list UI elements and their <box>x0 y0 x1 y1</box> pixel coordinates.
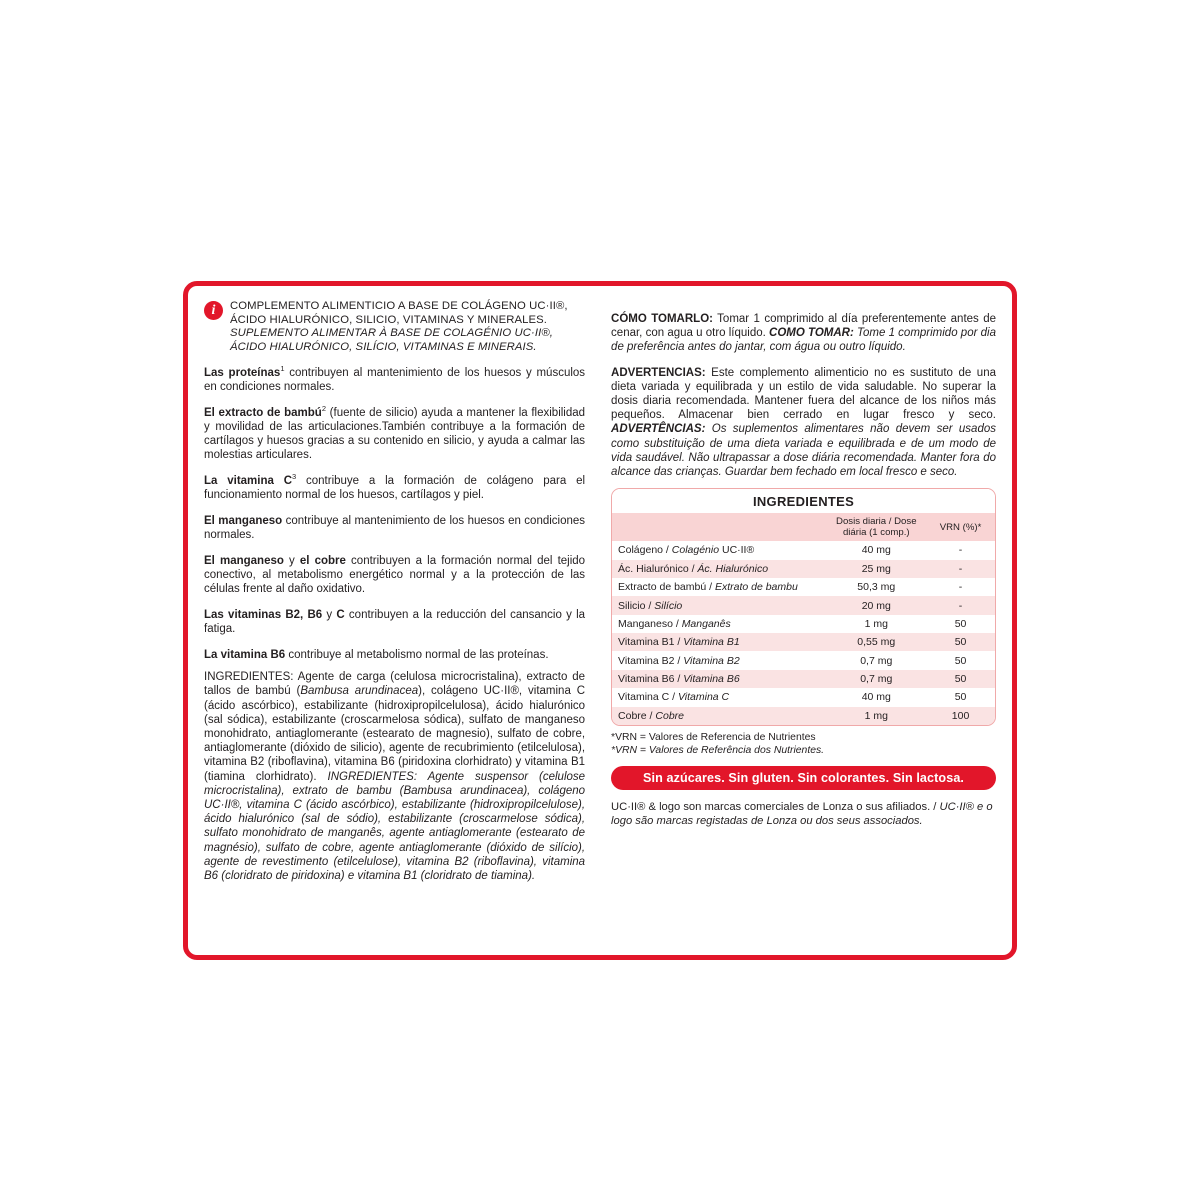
nutrition-table <box>611 488 996 726</box>
row-name: Manganeso / Manganês <box>612 615 826 633</box>
claim-item <box>204 608 585 636</box>
table-row <box>612 541 995 559</box>
row-dose: 0,7 mg <box>827 651 927 669</box>
table-row <box>612 688 995 706</box>
trademark-text-pt: UC·II® e o logo são marcas registadas de Lonza ou dos seus associados. <box>611 800 993 827</box>
row-vrn: 50 <box>926 688 995 706</box>
header-cell-dose: Dosis diaria / Dose diária (1 comp.) <box>827 513 927 541</box>
row-vrn: 50 <box>926 615 995 633</box>
how-to-take-label-es: CÓMO TOMARLO: <box>611 312 713 325</box>
row-dose: 25 mg <box>827 560 927 578</box>
claim-footnote-marker: 2 <box>321 403 326 413</box>
claim-lead: La vitamina B6 <box>204 648 286 661</box>
warnings-label-es: ADVERTENCIAS: <box>611 366 706 379</box>
claim-rest: (fuente de silicio) ayuda a mantener la flexibilidad y movilidad de las articulaciones.También contribuye a la formación de cartílagos y huesos gracias a su contenido en silicio, y ayuda a calmar las molestias articulares. <box>204 406 586 462</box>
table-row <box>612 596 995 614</box>
row-vrn: 50 <box>926 633 995 651</box>
nutrition-table-header-row <box>612 513 995 541</box>
intro-text-es: COMPLEMENTO ALIMENTICIO A BASE DE COLÁGENO UC·II®, ÁCIDO HIALURÓNICO, SILICIO, VITAMINAS Y MINERALES. <box>230 300 568 326</box>
claim-item <box>204 648 585 662</box>
row-name: Vitamina B2 / Vitamina B2 <box>612 651 826 669</box>
row-vrn: - <box>926 578 995 596</box>
warnings-text-es: Este complemento alimenticio no es sustituto de una dieta variada y equilibrada y un estilo de vida saludable. No superar la dosis diaria recomendada. Mantener fuera del alcance de los niños más pequeños. Almacenar bien cerrado en lugar fresco y seco. <box>611 366 996 422</box>
ingredients-paragraph <box>204 670 585 883</box>
vrn-footnote-pt: *VRN = Valores de Referência dos Nutrientes. <box>611 744 825 756</box>
row-name: Silicio / Silício <box>612 596 826 614</box>
row-dose: 50,3 mg <box>827 578 927 596</box>
nutrition-table-title: INGREDIENTES <box>612 489 995 513</box>
claim-rest: y C contribuyen a la reducción del cansancio y la fatiga. <box>204 609 586 636</box>
info-icon: i <box>204 301 223 320</box>
claim-item <box>204 554 585 597</box>
how-to-take-label-pt: COMO TOMAR: <box>765 326 854 339</box>
right-column <box>609 300 996 945</box>
how-to-take-text-es: Tomar 1 comprimido al día preferentemente antes de cenar, con agua u otro líquido. <box>611 312 996 339</box>
intro-block <box>204 300 585 354</box>
row-vrn: 100 <box>926 707 995 725</box>
claim-rest: contribuye a la formación de colágeno para el funcionamiento normal de los huesos, cartílagos y piel. <box>204 475 586 502</box>
header-cell-vrn: VRN (%)* <box>926 513 995 541</box>
row-name: Ác. Hialurónico / Ác. Hialurónico <box>612 560 826 578</box>
claim-rest: contribuye al metabolismo normal de las proteínas. <box>285 648 549 661</box>
ingredients-text-pt: Agente suspensor (celulose microcristalina), extrato de bambu (Bambusa arundinacea), colágeno UC·II®, vitamina C (ácido ascórbico), estabilizante (hidroxipropilcelulose), ácido hialurónico (sal de sódio), estabilizante (croscarmelose sódica), sulfato monohidrato de manganês, agente antiaglomerante (estearato de magnésio), sulfato de cobre, agente antiaglomerante (dióxido de silício), agente de revestimento (etilcelulose), vitamina B2 (riboflavina), vitamina B6 (cloridrato de piridoxina) e vitamina B1 (cloridrato de tiamina). <box>204 770 586 882</box>
claim-lead: El extracto de bambú <box>204 406 322 419</box>
row-vrn: 50 <box>926 651 995 669</box>
row-name: Extracto de bambú / Extrato de bambu <box>612 578 826 596</box>
trademark-notice <box>611 801 996 828</box>
row-name: Vitamina B6 / Vitamina B6 <box>612 670 826 688</box>
claim-item <box>204 474 585 502</box>
table-row <box>612 651 995 669</box>
claim-lead: La vitamina C <box>204 475 293 488</box>
table-row <box>612 615 995 633</box>
trademark-text-es: UC·II® & logo son marcas comerciales de Lonza o sus afiliados. / <box>611 800 940 813</box>
ingredients-text-es: Agente de carga (celulosa microcristalina), extracto de tallos de bambú (Bambusa arundinacea), colágeno UC·II®, vitamina C (ácido ascórbico), estabilizante (hidroxipropilcelulosa), ácido hialurónico (sal sódica), estabilizante (croscarmelosa sódica), sulfato de manganeso monohidrato, antiaglomerante (estearato de magnesio), sulfato de cobre, antiaglomerante (dióxido de silicio), agente de recubrimiento (etilcelulosa), vitamina B2 (riboflavina), vitamina B6 (piridoxina clorhidrato) y vitamina B1 (tiamina clorhidrato). <box>204 671 586 783</box>
table-row <box>612 670 995 688</box>
row-name: Vitamina C / Vitamina C <box>612 688 826 706</box>
how-to-take-text-pt: Tome 1 comprimido por dia de preferência antes do jantar, com água ou outro líquido. <box>611 326 996 353</box>
row-vrn: - <box>926 560 995 578</box>
row-name: Cobre / Cobre <box>612 707 826 725</box>
intro-text <box>230 300 585 354</box>
table-row <box>612 633 995 651</box>
row-dose: 0,7 mg <box>827 670 927 688</box>
claim-rest: contribuye al mantenimiento de los huesos en condiciones normales. <box>204 515 586 542</box>
claim-footnote-marker: 3 <box>292 472 297 482</box>
row-vrn: - <box>926 596 995 614</box>
claim-item <box>204 366 585 394</box>
table-row <box>612 578 995 596</box>
ingredients-label-pt: INGREDIENTES: <box>316 770 418 783</box>
row-dose: 1 mg <box>827 707 927 725</box>
row-dose: 20 mg <box>827 596 927 614</box>
header-cell-name <box>612 513 826 541</box>
row-name: Vitamina B1 / Vitamina B1 <box>612 633 826 651</box>
claim-footnote-marker: 1 <box>280 364 285 374</box>
claim-item <box>204 514 585 542</box>
row-dose: 0,55 mg <box>827 633 927 651</box>
table-row <box>612 707 995 725</box>
warnings-block <box>611 366 996 480</box>
row-vrn: - <box>926 541 995 559</box>
claim-rest: contribuyen al mantenimiento de los huesos y músculos en condiciones normales. <box>204 366 586 394</box>
claim-lead: Las proteínas <box>204 366 281 379</box>
warnings-text-pt: Os suplementos alimentares não devem ser usados como substituição de uma dieta variada e equilibrada e de um modo de vida saudável. Não ultrapassar a dose diária recomendada. Manter fora do alcance das crianças. Guardar bem fechado em local fresco e seco. <box>611 423 996 479</box>
ingredients-label-es: INGREDIENTES: <box>204 671 294 684</box>
claim-lead: El manganeso <box>204 515 283 527</box>
row-dose: 40 mg <box>827 688 927 706</box>
row-vrn: 50 <box>926 670 995 688</box>
claim-lead: El manganeso <box>204 554 284 567</box>
vrn-footnote-es: *VRN = Valores de Referencia de Nutrientes <box>611 731 816 743</box>
left-column <box>204 300 591 945</box>
vrn-footnote <box>611 731 996 757</box>
free-from-banner: Sin azúcares. Sin gluten. Sin colorantes. Sin lactosa. <box>611 766 996 790</box>
table-row <box>612 560 995 578</box>
health-claims-list <box>204 366 585 662</box>
how-to-take-block <box>611 312 996 355</box>
intro-text-pt: SUPLEMENTO ALIMENTAR À BASE DE COLAGÉNIO UC·II®, ÁCIDO HIALURÓNICO, SILÍCIO, VITAMINAS E MINERAIS. <box>230 327 554 353</box>
product-label-panel <box>183 281 1017 960</box>
row-dose: 1 mg <box>827 615 927 633</box>
claim-lead: Las vitaminas B2, B6 <box>204 609 323 622</box>
claim-item <box>204 403 586 463</box>
row-dose: 40 mg <box>827 541 927 559</box>
row-name: Colágeno / Colagénio UC·II® <box>612 541 826 559</box>
claim-rest: y el cobre contribuyen a la formación normal del tejido conectivo, al metabolismo energético normal y a la protección de las células frente al daño oxidativo. <box>204 554 586 596</box>
warnings-label-pt: ADVERTÊNCIAS: <box>611 423 706 436</box>
